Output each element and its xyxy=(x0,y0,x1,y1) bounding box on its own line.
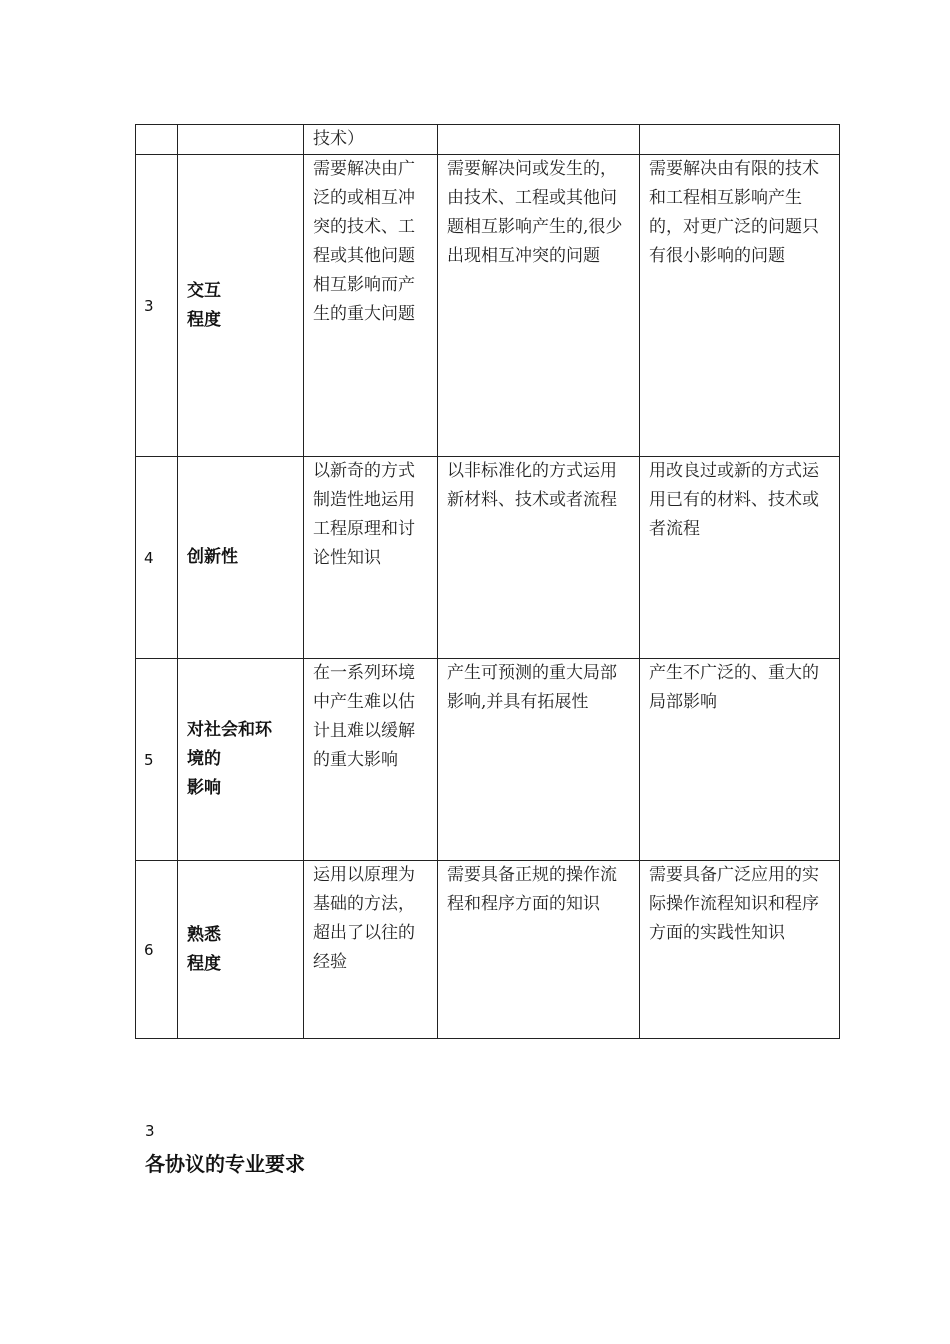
row-col3-cell xyxy=(640,125,840,155)
row-label-cell xyxy=(178,659,304,861)
row-label-line: 境的 xyxy=(187,749,221,769)
row-col3-cell: 产生不广泛的、重大的局部影响 xyxy=(640,659,840,861)
table-row xyxy=(136,125,840,155)
row-col2-cell: 以非标准化的方式运用新材料、技术或者流程 xyxy=(438,457,640,659)
row-col2-cell: 产生可预测的重大局部影响,并具有拓展性 xyxy=(438,659,640,861)
table-row xyxy=(136,659,840,861)
table-row xyxy=(136,861,840,1039)
row-label-line: 程度 xyxy=(187,953,221,974)
row-col1-cell: 运用以原理为基础的方法，超出了以往的经验 xyxy=(304,861,438,1039)
criteria-table xyxy=(135,124,840,1039)
section-number: 3 xyxy=(145,1122,155,1140)
row-col1-cell: 以新奇的方式制造性地运用工程原理和讨论性知识 xyxy=(304,457,438,659)
row-number-cell: 4 xyxy=(136,457,178,659)
row-number-cell: 6 xyxy=(136,861,178,1039)
row-col1-cell: 需要解决由广泛的或相互冲突的技术、工程或其他问题相互影响而产生的重大问题 xyxy=(304,155,438,457)
row-label-line: 熟悉 xyxy=(187,924,221,945)
row-col1-cell: 在一系列环境中产生难以估计且难以缓解的重大影响 xyxy=(304,659,438,861)
row-col2-cell xyxy=(438,125,640,155)
row-col2-cell: 需要具备正规的操作流程和程序方面的知识 xyxy=(438,861,640,1039)
row-label-cell xyxy=(178,155,304,457)
row-number-cell: 5 xyxy=(136,659,178,861)
row-label-line: 创新性 xyxy=(187,547,238,567)
row-label-line: 影响 xyxy=(187,778,221,798)
row-col3-cell: 需要具备广泛应用的实际操作流程知识和程序方面的实践性知识 xyxy=(640,861,840,1039)
row-label-line: 交互 xyxy=(187,280,221,301)
row-label-line: 对社会和环 xyxy=(187,720,272,740)
row-col1-cell: 技术） xyxy=(304,125,438,155)
row-label-line: 程度 xyxy=(187,309,221,330)
row-label-cell xyxy=(178,457,304,659)
row-number-cell: 3 xyxy=(136,155,178,457)
row-label-cell xyxy=(178,125,304,155)
row-label-cell xyxy=(178,861,304,1039)
row-col2-cell: 需要解决问或发生的，由技术、工程或其他问题相互影响产生的,很少出现相互冲突的问题 xyxy=(438,155,640,457)
row-number-cell xyxy=(136,125,178,155)
section-title: 各协议的专业要求 xyxy=(145,1152,305,1176)
row-col3-cell: 需要解决由有限的技术和工程相互影响产生的，对更广泛的问题只有很小影响的问题 xyxy=(640,155,840,457)
table-row xyxy=(136,155,840,457)
table-row xyxy=(136,457,840,659)
row-col3-cell: 用改良过或新的方式运用已有的材料、技术或者流程 xyxy=(640,457,840,659)
